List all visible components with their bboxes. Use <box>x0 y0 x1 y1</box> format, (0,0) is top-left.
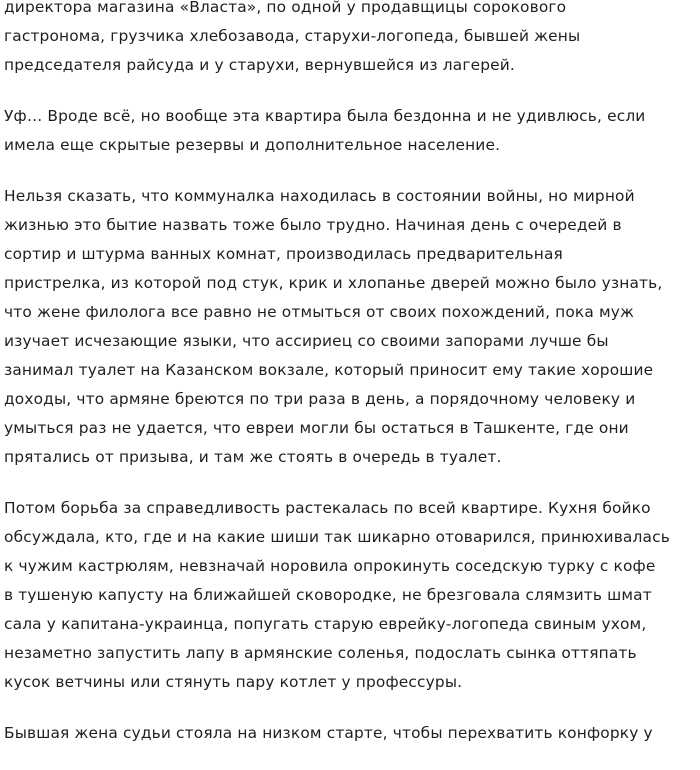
text-line: доходы, что армяне бреются по три раза в день, а порядочному человеку и <box>4 390 636 408</box>
text-line: директора магазина «Власта», по одной у продавщицы сорокового <box>4 0 567 16</box>
paragraph-1 <box>4 0 700 80</box>
text-line: Бывшая жена судьи стояла на низком старте, чтобы перехватить конфорку у <box>4 724 653 742</box>
paragraph-5 <box>4 719 700 748</box>
text-line: Потом борьба за справедливость растекалась по всей квартире. Кухня бойко <box>4 499 651 517</box>
text-line: жизнью это бытие назвать тоже было трудно. Начиная день с очередей в <box>4 216 622 234</box>
text-line: в тушеную капусту на ближайшей сковородке, не брезговала слямзить шмат <box>4 586 652 604</box>
text-line: кусок ветчины или стянуть пару котлет у профессуры. <box>4 673 463 691</box>
text-line: председателя райсуда и у старухи, вернувшейся из лагерей. <box>4 56 515 74</box>
text-line: умыться раз не удается, что евреи могли бы остаться в Ташкенте, где они <box>4 419 629 437</box>
text-line: занимал туалет на Казанском вокзале, который приносит ему такие хорошие <box>4 361 654 379</box>
text-line: Нельзя сказать, что коммуналка находилась в состоянии войны, но мирной <box>4 187 635 205</box>
paragraph-2 <box>4 102 700 160</box>
article-body <box>4 0 700 770</box>
text-line: сортир и штурма ванных комнат, производилась предварительная <box>4 245 563 263</box>
text-line: обсуждала, кто, где и на какие шиши так шикарно отоварился, принюхивалась <box>4 528 670 546</box>
paragraph-4 <box>4 494 700 697</box>
text-line: пристрелка, из которой под стук, крик и хлопанье дверей можно было узнать, <box>4 274 663 292</box>
text-line: имела еще скрытые резервы и дополнительное население. <box>4 136 501 154</box>
text-line: изучает исчезающие языки, что ассириец со своими запорами лучше бы <box>4 332 609 350</box>
text-line: прятались от призыва, и там же стоять в очередь в туалет. <box>4 448 502 466</box>
text-line: гастронома, грузчика хлебозавода, старухи-логопеда, бывшей жены <box>4 27 581 45</box>
text-line: к чужим кастрюлям, невзначай норовила опрокинуть соседскую турку с кофе <box>4 557 656 575</box>
text-line: Уф… Вроде всё, но вообще эта квартира была бездонна и не удивлюсь, если <box>4 107 646 125</box>
text-line: сала у капитана-украинца, попугать старую еврейку-логопеда свиным ухом, <box>4 615 647 633</box>
text-line: незаметно запустить лапу в армянские соленья, подослать сынка оттяпать <box>4 644 637 662</box>
paragraph-3 <box>4 182 700 472</box>
text-line: что жене филолога все равно не отмыться от своих похождений, пока муж <box>4 303 635 321</box>
